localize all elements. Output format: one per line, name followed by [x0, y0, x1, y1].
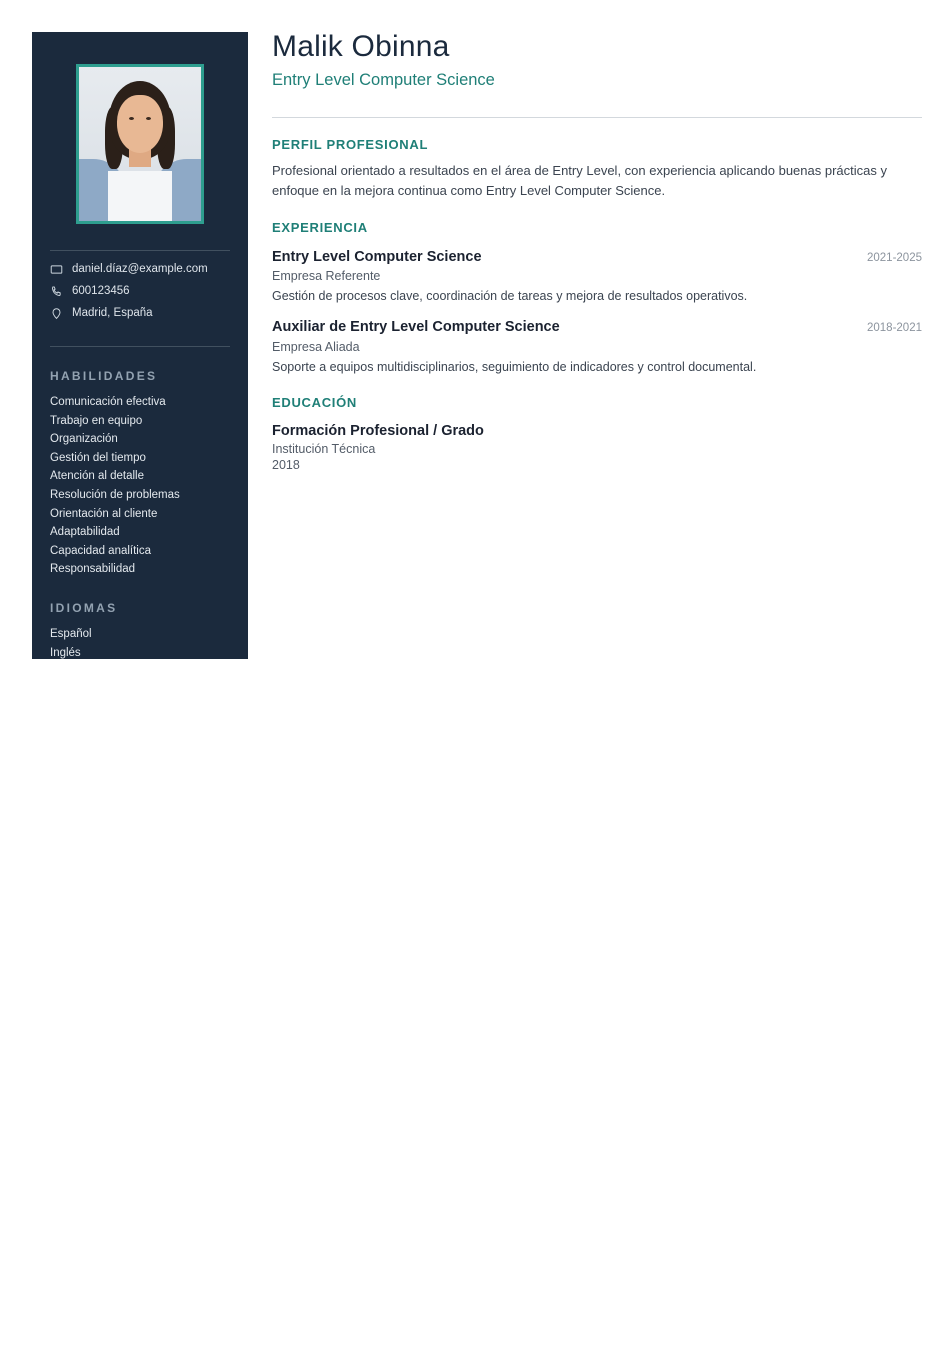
list-item: Comunicación efectiva — [50, 396, 166, 408]
list-item: Resolución de problemas — [50, 488, 180, 501]
experience-role: Auxiliar de Entry Level Computer Science — [272, 319, 560, 336]
experience-item — [272, 248, 922, 305]
experience-role: Entry Level Computer Science — [272, 249, 482, 266]
experience-description: Soporte a equipos multidisciplinarios, seguimiento de indicadores y control documental. — [272, 359, 757, 374]
contact-item-phone[interactable] — [50, 285, 230, 298]
contact-item-email[interactable] — [50, 263, 230, 276]
portrait-illustration — [79, 67, 201, 221]
list-item: Español — [50, 627, 92, 640]
experience-company: Empresa Referente — [272, 269, 381, 284]
profile-photo — [76, 64, 204, 224]
sidebar-divider-top — [50, 250, 230, 251]
main-content — [272, 30, 922, 472]
list-item: Gestión del tiempo — [50, 451, 146, 464]
experience-item — [272, 318, 922, 375]
education-year: 2018 — [272, 457, 300, 472]
contact-list — [50, 263, 230, 320]
contact-value-phone: 600123456 — [72, 285, 130, 298]
section-title-profile: PERFIL PROFESIONAL — [272, 137, 429, 153]
section-title-education: EDUCACIÓN — [272, 394, 358, 410]
list-item: Organización — [50, 433, 118, 446]
list-item: Capacidad analítica — [50, 544, 152, 557]
skills-section-title: HABILIDADES — [50, 369, 158, 383]
education-item — [272, 423, 922, 472]
location-pin-icon — [50, 307, 63, 320]
list-item: Atención al detalle — [50, 470, 144, 483]
list-item: Trabajo en equipo — [50, 414, 143, 427]
experience-dates: 2018-2021 — [867, 322, 922, 335]
page-title: Malik Obinna — [272, 30, 450, 63]
experience-description: Gestión de procesos clave, coordinación de tareas y mejora de resultados operativos. — [272, 289, 748, 304]
contact-value-email: daniel.díaz@example.com — [72, 263, 208, 276]
job-headline: Entry Level Computer Science — [272, 70, 495, 89]
list-item: Adaptabilidad — [50, 526, 120, 539]
mail-icon — [50, 263, 63, 276]
skills-list — [50, 393, 230, 579]
experience-dates: 2021-2025 — [867, 252, 922, 265]
experience-company: Empresa Aliada — [272, 339, 360, 354]
list-item: Orientación al cliente — [50, 507, 158, 520]
languages-section-title: IDIOMAS — [50, 600, 118, 615]
contact-value-location: Madrid, España — [72, 307, 153, 320]
section-title-experience: EXPERIENCIA — [272, 220, 368, 236]
list-item: Inglés — [50, 646, 81, 659]
phone-icon — [50, 285, 63, 298]
header-divider — [272, 117, 922, 118]
list-item: Responsabilidad — [50, 563, 136, 576]
education-degree: Formación Profesional / Grado — [272, 422, 484, 439]
sidebar — [32, 32, 248, 659]
sidebar-divider-skills — [50, 346, 230, 347]
profile-text: Profesional orientado a resultados en el área de Entry Level, con experiencia aplicando buenas prácticas y enfoque en la mejora continua como Entry Level Computer Science. — [272, 163, 887, 199]
education-school: Institución Técnica — [272, 441, 376, 456]
contact-item-location[interactable] — [50, 307, 230, 320]
languages-list — [50, 625, 230, 663]
